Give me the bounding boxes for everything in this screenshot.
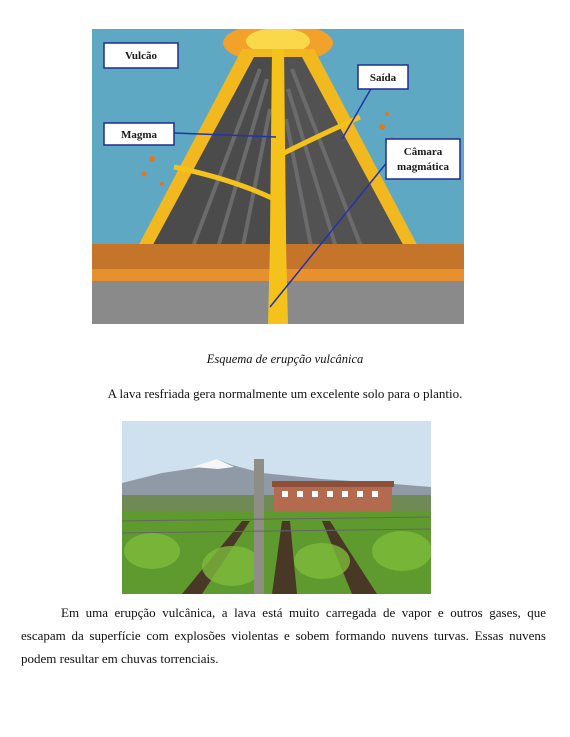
body-paragraph: Em uma erupção vulcânica, a lava está muito carregada de vapor e outros gases, que escapam da superfície com explosões violentas e sobem formando nuvens turvas. Essas nuvens podem resultar em chuvas torrenciais.	[21, 605, 546, 666]
vineyard-photo	[122, 421, 431, 594]
svg-text:Saída: Saída	[369, 72, 397, 84]
label-exit	[358, 65, 408, 89]
intro-text: A lava resfriada gera normalmente um excelente solo para o plantio.	[107, 386, 463, 401]
label-magma	[104, 123, 174, 145]
building	[274, 485, 392, 511]
svg-text:Câmara: Câmara	[403, 146, 443, 158]
volcano-diagram	[92, 29, 464, 324]
svg-text:Magma: Magma	[120, 129, 158, 141]
label-volcano	[104, 43, 178, 68]
svg-text:Vulcão: Vulcão	[125, 50, 157, 62]
svg-text:magmática: magmática	[397, 161, 449, 173]
label-magma-chamber	[386, 139, 460, 179]
wooden-post	[254, 459, 264, 594]
figure-caption: Esquema de erupção vulcânica	[206, 352, 364, 366]
